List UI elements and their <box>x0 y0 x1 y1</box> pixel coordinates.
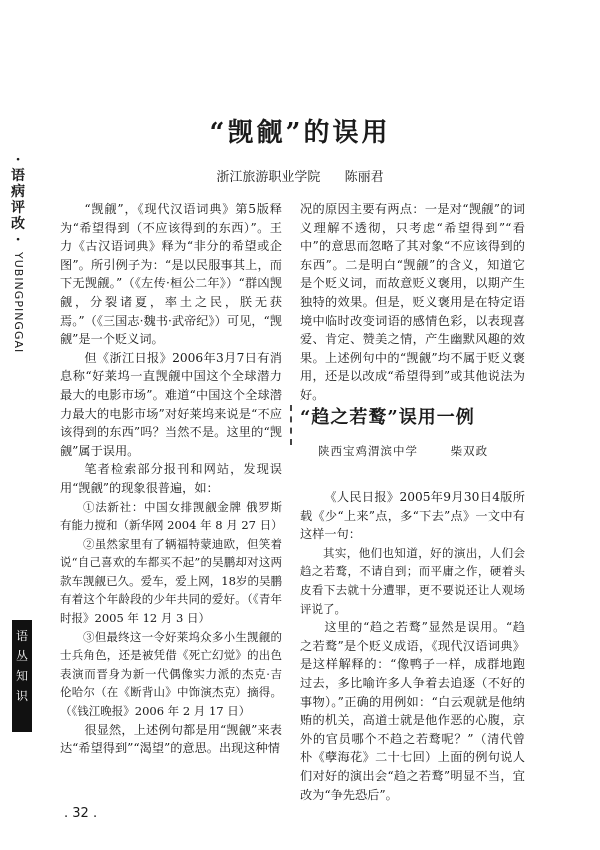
side-char: 评 <box>11 200 25 216</box>
side-char: 改 <box>11 216 25 232</box>
page-number: . 32 . <box>64 806 98 821</box>
side-char: 语 <box>11 168 25 184</box>
example-sentence: ③但最终这一令好莱坞众多小生觊觎的士兵角色，还是被凭借《死亡幻觉》的出色表演而晋身为新一代偶像实力派的杰克·吉伦哈尔（在《断背山》中饰演杰克）摘得。（《钱江晚报》2006 年 2 月 17 日） <box>60 629 282 719</box>
author-name: 陈丽君 <box>344 170 384 185</box>
side-latin-label: YUBINGPINGGAI <box>12 252 25 354</box>
paragraph: 但《浙江日报》2006年3月7日有消息称“好莱坞一直觊觎中国这个全球潜力最大的电影市场”。难道“中国这个全球潜力最大的电影市场”对好莱坞来说是“不应该得到的东西”吗？当然不是。这里的“觊觎”属于误用。 <box>60 350 282 458</box>
side-char: · <box>15 232 21 248</box>
side-char: 病 <box>11 184 25 200</box>
example-sentence: ①法新社：中国女排觊觎金牌 俄罗斯有能力搅和（新华网 2004 年 8 月 27 日） <box>60 499 283 533</box>
side-char: · <box>15 152 21 168</box>
article2-byline <box>318 443 528 459</box>
example-sentence: ②虽然家里有了辆福特蒙迪欧，但笑着说“自己喜欢的车都买不起”的吴鹏却对这两款车觊觎已久。爱车，爱上网，18岁的吴鹏有着这个年龄段的少年共同的爱好。（《青年时报》2005 年 12 月 3 日） <box>60 536 282 626</box>
article-byline <box>0 166 600 185</box>
right-column-continuation <box>300 200 525 405</box>
paragraph: 很显然，上述例句都是用“觊觎”来表达“希望得到”“渴望”的意思。出现这种情 <box>60 722 282 756</box>
box-divider <box>290 405 296 445</box>
paragraph: 《人民日报》2005年9月30日4版所载《少“上来”点，多“下去”点》一文中有这样一句： <box>300 490 525 542</box>
paragraph: “觊觎”，《现代汉语词典》第5版释为“希望得到（不应该得到的东西）”。王力《古汉语词典》释为“非分的希望或企图”。所引例子为：“是以民服事其上，而下无觊觎。”（《左传·桓公二年》）“群凶觊觎，分裂诸夏，率土之民，朕无获焉。”（《三国志·魏书·武帝纪》）可见，“觊觎”是一个贬义词。 <box>60 202 282 347</box>
paragraph: 这里的“趋之若鹜”显然是误用。“趋之若鹜”是个贬义成语，《现代汉语词典》是这样解释的：“像鸭子一样，成群地跑过去，多比喻许多人争着去追逐（不好的事物）。”正确的用例如：“白云观就是他纳贿的机关，高道士就是他作恶的心腹，京外的官员哪个不趋之若鹜呢？”（清代曾朴《孽海花》二十七回）上面的例句说人们对好的演出会“趋之若鹜”明显不当，宜改为“争先恐后”。 <box>300 620 525 802</box>
left-column <box>60 200 282 758</box>
article2-body <box>300 488 525 804</box>
author-name: 柴双政 <box>450 444 489 458</box>
paragraph: 笔者检索部分报刊和网站，发现误用“觊觎”的现象很普遍，如： <box>60 462 282 495</box>
article2-title: “趋之若鹜”误用一例 <box>300 407 475 428</box>
author-institution: 陕西宝鸡渭滨中学 <box>318 444 418 458</box>
article-title: “觊觎”的误用 <box>209 118 391 148</box>
quoted-sentence: 其实，他们也知道，好的演出，人们会趋之若鹜，不请自到；而平庸之作，硬着头皮看下去就十分遭罪，更不要说还让人观场评说了。 <box>300 545 525 616</box>
column-stamp-logo: 语丛知识 <box>12 620 32 732</box>
paragraph: 况的原因主要有两点：一是对“觊觎”的词义理解不透彻，只考虑“希望得到”“看中”的意思而忽略了其对象“不应该得到的东西”。二是明白“觊觎”的含义，知道它是个贬义词，而故意贬义褒用，以期产生独特的效果。但是，贬义褒用是在特定语境中临时改变词语的感情色彩，以表现喜爱、肯定、赞美之情，产生幽默风趣的效果。上述例句中的“觊觎”均不属于贬义褒用，还是以改成“希望得到”或其他说法为好。 <box>300 202 525 402</box>
author-institution: 浙江旅游职业学院 <box>216 170 321 185</box>
